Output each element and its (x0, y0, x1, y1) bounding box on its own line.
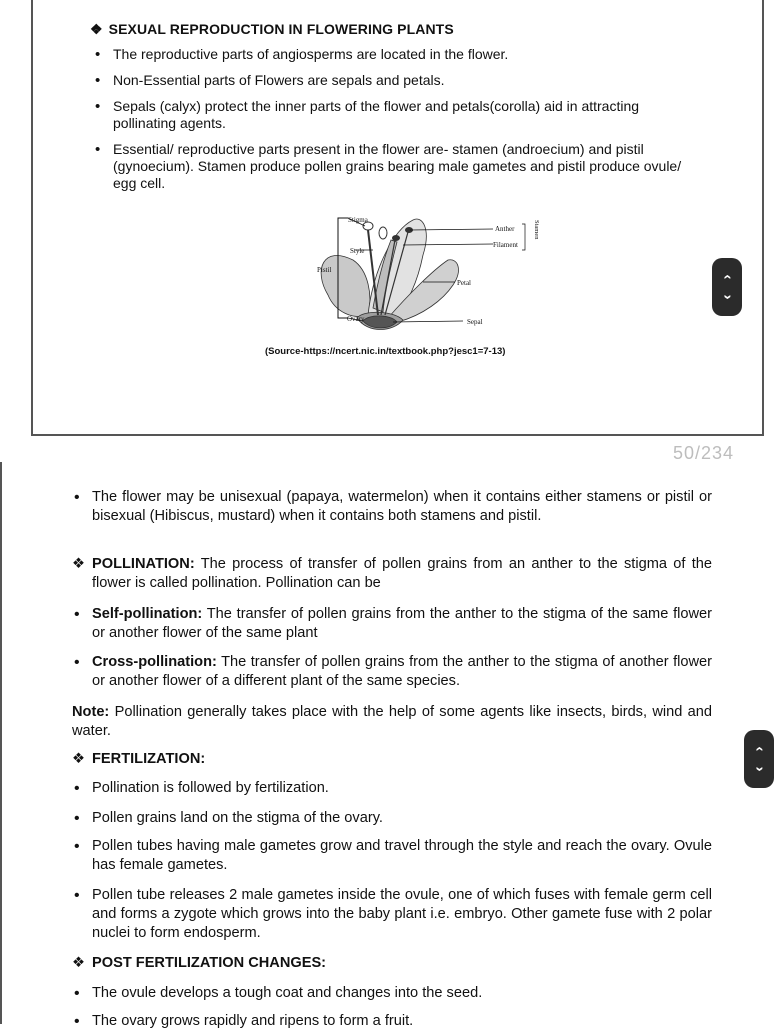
list-item: • Pollen tube releases 2 male gametes inside the ovule, one of which fuses with female germ cell and forms a zygote which grows into the baby plant i.e. embryo. Other gamete fuse with 2 polar nuclei to form endosperm. (72, 886, 712, 943)
page-counter: 50/234 (672, 443, 734, 463)
list-item: • Essential/ reproductive parts present in the flower are- stamen (androecium) and pistil (gynoecium). Stamen produce pollen grains bearing male gametes and pistil produce ovule/ egg cell. (95, 141, 685, 192)
list-item: • The reproductive parts of angiosperms are located in the flower. (95, 46, 685, 63)
pollination-heading: POLLINATION: (92, 556, 195, 572)
diamond-bullet-icon: ❖ (72, 751, 86, 767)
diamond-bullet-icon: ❖ (72, 556, 86, 572)
section-heading-sexual-reproduction: ❖ SEXUAL REPRODUCTION IN FLOWERING PLANTS (90, 21, 454, 37)
list-item: • Non-Essential parts of Flowers are sepals and petals. (95, 72, 685, 89)
page-nav-control-2 (744, 730, 774, 788)
scroll-up-button[interactable]: ‹ (751, 746, 768, 752)
scroll-up-button[interactable]: ‹ (719, 274, 736, 280)
page-nav-control-1 (712, 258, 742, 316)
flower-diagram (273, 200, 540, 340)
label-ovary: Ovary (347, 315, 365, 323)
label-sepal: Sepal (467, 318, 483, 326)
section-fertilization: ❖ FERTILIZATION: (72, 751, 206, 767)
label-petal: Petal (457, 279, 471, 287)
page-gap (0, 436, 768, 458)
list-item: • Pollen tubes having male gametes grow and travel through the style and reach the ovary. Ovule has female gametes. (72, 837, 712, 875)
label-style: Style (350, 247, 365, 255)
list-item: • The ovule develops a tough coat and changes into the seed. (72, 984, 712, 1003)
section-post-fertilization: ❖ POST FERTILIZATION CHANGES: (72, 955, 327, 971)
page-2 (0, 462, 768, 1029)
figure-caption: (Source-https://ncert.nic.in/textbook.php?jesc1=7-13) (265, 346, 506, 357)
label-filament: Filament (493, 241, 518, 249)
list-item: • Pollination is followed by fertilization. (72, 779, 712, 798)
diamond-bullet-icon: ❖ (90, 21, 103, 37)
paragraph-unisexual: • The flower may be unisexual (papaya, watermelon) when it contains either stamens or pistil or bisexual (Hibiscus, mustard) when it contains both stamens and pistil. (72, 488, 712, 526)
pollination-text: The process of transfer of pollen grains from an anther to the stigma of the flower is called pollination. Pollination can be (92, 556, 712, 591)
note-paragraph: Note: Pollination generally takes place with the help of some agents like insects, birds, wind and water. (72, 704, 712, 739)
label-stamen: Stamen (533, 220, 540, 240)
list-item: • Sepals (calyx) protect the inner parts of the flower and petals(corolla) aid in attracting pollinating agents. (95, 98, 685, 132)
list-item: • The ovary grows rapidly and ripens to form a fruit. (72, 1012, 712, 1031)
scroll-down-button[interactable]: › (751, 766, 768, 772)
page-1 (31, 0, 764, 436)
diamond-bullet-icon: ❖ (72, 955, 86, 971)
list-item-cross-pollination: • Cross-pollination: The transfer of pollen grains from the anther to the stigma of another flower or another flower of a different plant of the same species. (72, 653, 712, 691)
bullet-list (95, 46, 685, 201)
scroll-down-button[interactable]: › (719, 294, 736, 300)
list-item: • Pollen grains land on the stigma of the ovary. (72, 809, 712, 828)
section-pollination (72, 555, 712, 593)
label-anther: Anther (495, 225, 515, 233)
list-item-self-pollination: • Self-pollination: The transfer of pollen grains from the anther to the stigma of the same flower or another flower of the same plant (72, 605, 712, 643)
label-stigma: Stigma (348, 216, 368, 224)
label-pistil: Pistil (317, 266, 332, 274)
